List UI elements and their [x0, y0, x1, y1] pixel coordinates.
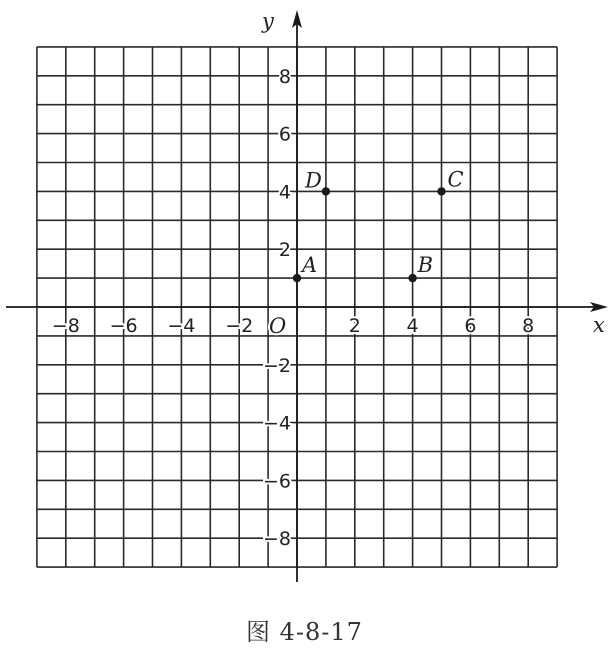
point-label: D	[305, 168, 322, 193]
figure-caption: 图 4-8-17	[246, 618, 363, 646]
y-tick-label: −4	[262, 412, 291, 435]
point-marker	[437, 187, 445, 195]
x-tick-label: 8	[522, 315, 535, 337]
y-axis-label: y	[262, 9, 274, 33]
point-label: C	[447, 167, 464, 192]
point-label: A	[302, 253, 318, 278]
x-axis-label: x	[593, 313, 605, 337]
y-tick-label: −6	[262, 470, 291, 493]
y-tick-label: 8	[278, 65, 291, 88]
x-tick-label: −4	[167, 315, 196, 337]
point-marker	[408, 274, 416, 282]
point-marker	[322, 187, 330, 195]
x-tick-label: −6	[109, 315, 138, 337]
points	[293, 167, 464, 282]
x-tick-label: 2	[348, 315, 361, 337]
y-tick-label: 2	[278, 239, 291, 262]
x-tick-label: 4	[406, 315, 419, 337]
axes	[6, 10, 608, 582]
x-tick-label: 6	[464, 315, 477, 337]
x-tick-label: −8	[51, 315, 80, 337]
y-tick-label: 6	[278, 123, 291, 146]
origin-label: O	[269, 314, 287, 338]
y-tick-label: 4	[278, 181, 291, 204]
point-label: B	[417, 253, 434, 278]
x-tick-label: −2	[225, 315, 254, 337]
y-tick-label: −2	[262, 354, 291, 377]
point-marker	[293, 274, 301, 282]
y-tick-label: −8	[262, 528, 291, 551]
